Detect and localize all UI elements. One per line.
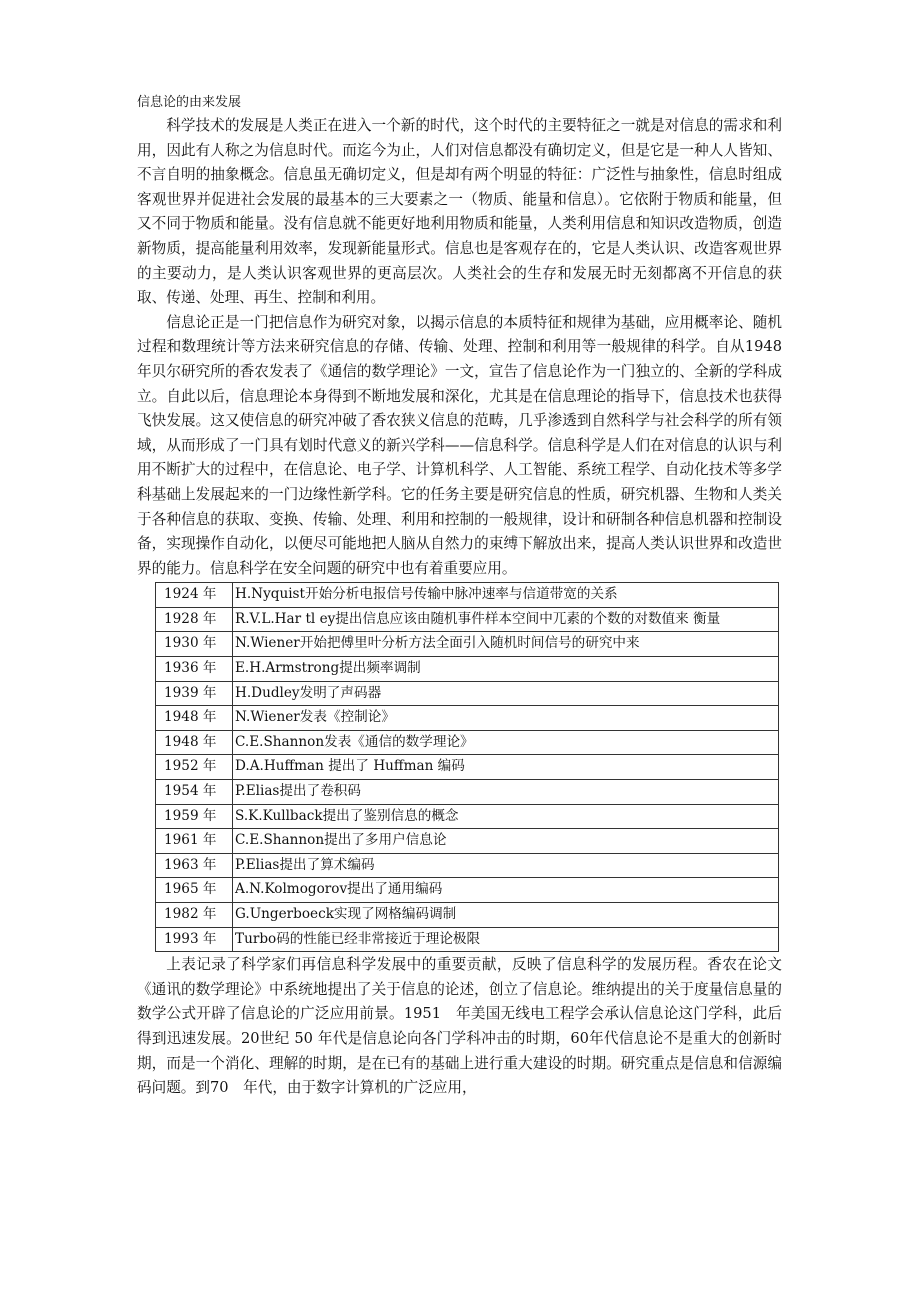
document-title: 信息论的由来发展 [137,95,242,110]
table-row [156,706,779,731]
document-page [137,94,782,1101]
timeline-event-cell: C.E.Shannon发表《通信的数学理论》 [233,730,779,755]
timeline-table [155,582,779,952]
table-row [156,804,779,829]
timeline-year-cell: 1936 年 [156,657,233,682]
table-row [156,927,779,952]
timeline-year-cell: 1948 年 [156,730,233,755]
timeline-year-cell: 1963 年 [156,853,233,878]
timeline-year-cell: 1965 年 [156,878,233,903]
timeline-table-body [156,583,779,952]
timeline-year-cell: 1930 年 [156,632,233,657]
timeline-event-cell: N.Wiener开始把傅里叶分析方法全面引入随机时间信号的研究中来 [233,632,779,657]
table-row [156,681,779,706]
timeline-event-cell: E.H.Armstrong提出频率调制 [233,657,779,682]
timeline-event-cell: A.N.Kolmogorov提出了通用编码 [233,878,779,903]
table-row [156,903,779,928]
timeline-event-cell: S.K.Kullback提出了鉴别信息的概念 [233,804,779,829]
timeline-event-cell: G.Ungerboeck实现了网格编码调制 [233,903,779,928]
timeline-event-cell: C.E.Shannon提出了多用户信息论 [233,829,779,854]
timeline-event-cell: R.V.L.Har tl ey提出信息应该由随机事件样本空间中兀素的个数的对数值来 衡量 [233,607,779,632]
timeline-year-cell: 1959 年 [156,804,233,829]
timeline-event-cell: P.Elias提出了卷积码 [233,780,779,805]
timeline-year-cell: 1924 年 [156,583,233,608]
table-row [156,607,779,632]
table-row [156,583,779,608]
information-theory-paragraph: 信息论正是一门把信息作为研究对象，以揭示信息的本质特征和规律为基础，应用概率论、随机过程和数理统计等方法来研究信息的存储、传输、处理、控制和利用等一般规律的科学。自从1948年贝尔研究所的香农发表了《通信的数学理论》一文，宣告了信息论作为一门独立的、全新的学科成立。自此以后，信息理论本身得到不断地发展和深化，尤其是在信息理论的指导下，信息技术也获得飞快发展。这又使信息的研究冲破了香农狭义信息的范畴，几乎渗透到自然科学与社会科学的所有领域，从而形成了一门具有划时代意义的新兴学科——信息科学。信息科学是人们在对信息的认识与利用不断扩大的过程中，在信息论、电子学、计算机科学、人工智能、系统工程学、自动化技术等多学科基础上发展起来的一门边缘性新学科。它的任务主要是研究信息的性质，研究机器、生物和人类关于各种信息的获取、变换、传输、处理、利用和控制的一般规律，设计和研制各种信息机器和控制设备，实现操作自动化，以便尽可能地把人脑从自然力的束缚下解放出来，提高人类认识世界和改造世界的能力。信息科学在安全问题的研究中也有着重要应用。 [137,313,782,577]
table-row [156,780,779,805]
timeline-year-cell: 1952 年 [156,755,233,780]
table-row [156,730,779,755]
table-row [156,632,779,657]
table-row [156,829,779,854]
timeline-year-cell: 1928 年 [156,607,233,632]
timeline-year-cell: 1939 年 [156,681,233,706]
timeline-year-cell: 1993 年 [156,927,233,952]
timeline-event-cell: H.Dudley发明了声码器 [233,681,779,706]
table-row [156,657,779,682]
timeline-event-cell: N.Wiener发表《控制论》 [233,706,779,731]
timeline-year-cell: 1961 年 [156,829,233,854]
timeline-event-cell: Turbo码的性能已经非常接近于理论极限 [233,927,779,952]
timeline-event-cell: D.A.Huffman 提出了 Huffman 编码 [233,755,779,780]
closing-paragraph: 上表记录了科学家们再信息科学发展中的重要贡献，反映了信息科学的发展历程。香农在论文《通讯的数学理论》中系统地提出了关于信息的论述，创立了信息论。维纳提出的关于度量信息量的数学公式开辟了信息论的广泛应用前景。1951 年美国无线电工程学会承认信息论这门学科，此后得到迅速发展。20世纪 50 年代是信息论向各门学科冲击的时期，60年代信息论不是重大的创新时期，而是一个消化、理解的时期，是在已有的基础上进行重大建设的时期。研究重点是信息和信源编码问题。到70 年代，由于数字计算机的广泛应用， [137,956,782,1097]
table-row [156,853,779,878]
timeline-year-cell: 1948 年 [156,706,233,731]
table-row [156,878,779,903]
intro-paragraph: 科学技术的发展是人类正在进入一个新的时代，这个时代的主要特征之一就是对信息的需求和利用，因此有人称之为信息时代。而迄今为止，人们对信息都没有确切定义，但是它是一种人人皆知、不言自明的抽象概念。信息虽无确切定义，但是却有两个明显的特征：广泛性与抽象性，信息时组成客观世界并促进社会发展的最基本的三大要素之一（物质、能量和信息）。它依附于物质和能量，但又不同于物质和能量。没有信息就不能更好地利用物质和能量，人类利用信息和知识改造物质，创造新物质，提高能量利用效率，发现新能量形式。信息也是客观存在的，它是人类认识、改造客观世界的主要动力，是人类认识客观世界的更高层次。人类社会的生存和发展无时无刻都离不开信息的获取、传递、处理、再生、控制和利用。 [137,117,782,307]
timeline-event-cell: P.Elias提出了算术编码 [233,853,779,878]
timeline-event-cell: H.Nyquist开始分析电报信号传输中脉冲速率与信道带宽的关系 [233,583,779,608]
table-row [156,755,779,780]
timeline-year-cell: 1982 年 [156,903,233,928]
timeline-year-cell: 1954 年 [156,780,233,805]
